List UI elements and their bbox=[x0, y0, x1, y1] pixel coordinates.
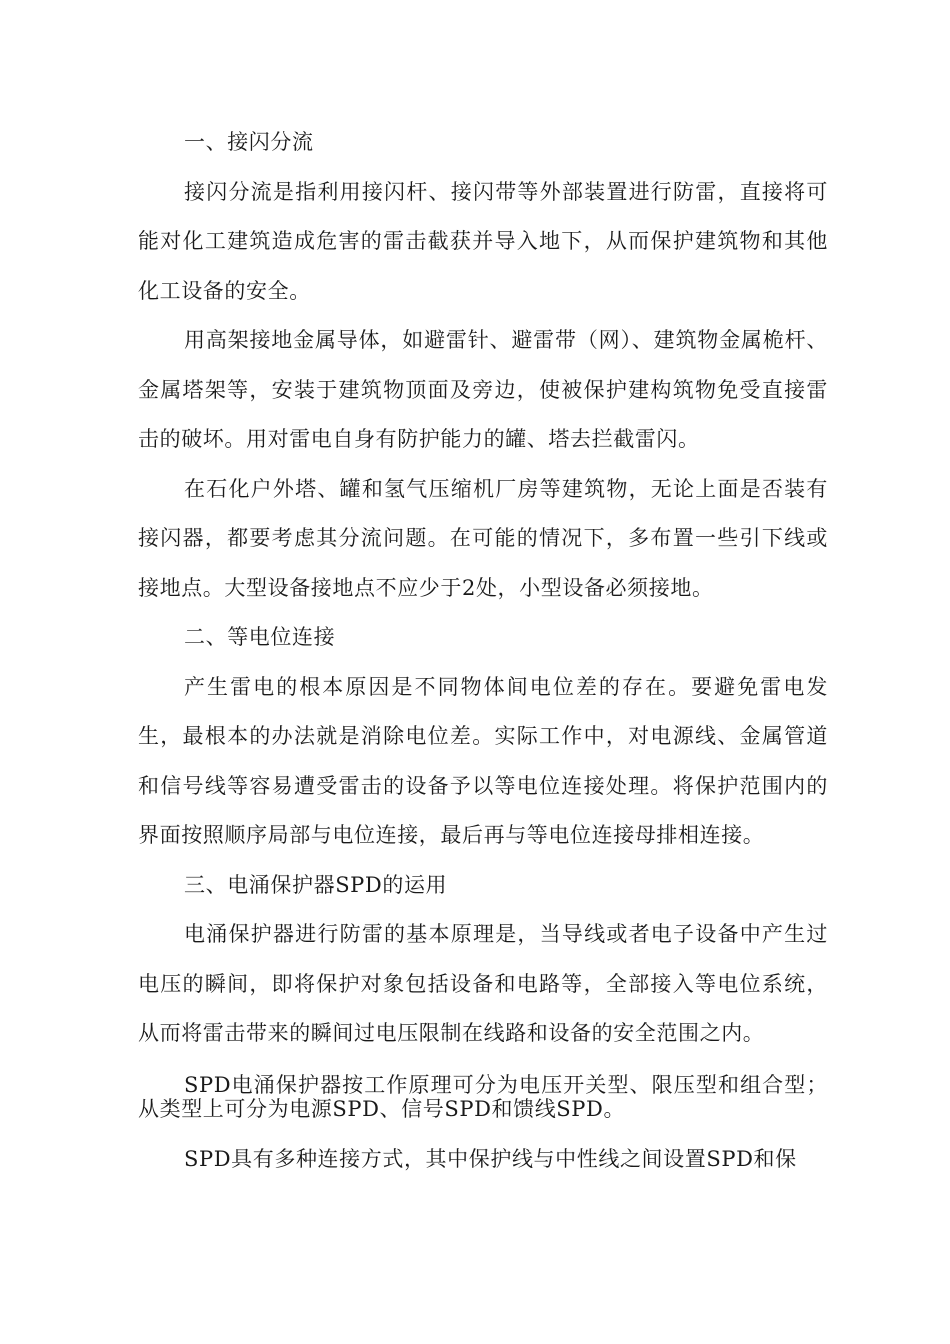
paragraph-2: 用高架接地金属导体，如避雷针、避雷带（网）、建筑物金属桅杆、金属塔架等，安装于建筑物顶面及旁边，使被保护建构筑物免受直接雷击的破坏。用对雷电自身有防护能力的罐、塔去拦截雷闪。 bbox=[138, 328, 828, 451]
paragraph-1: 接闪分流是指利用接闪杆、接闪带等外部装置进行防雷，直接将可能对化工建筑造成危害的雷击截获并导入地下，从而保护建筑物和其他化工设备的安全。 bbox=[138, 179, 828, 303]
document-page bbox=[138, 118, 828, 1184]
paragraph-5: 电涌保护器进行防雷的基本原理是，当导线或者电子设备中产生过电压的瞬间，即将保护对象包括设备和电路等，全部接入等电位系统，从而将雷击带来的瞬间过电压限制在线路和设备的安全范围之内。 bbox=[138, 922, 828, 1045]
paragraph-7: SPD具有多种连接方式，其中保护线与中性线之间设置SPD和保 bbox=[184, 1146, 797, 1171]
section-heading-3: 三、电涌保护器SPD的运用 bbox=[184, 872, 448, 897]
paragraph-6: SPD电涌保护器按工作原理可分为电压开关型、限压型和组合型；从类型上可分为电源SPD、信号SPD和馈线SPD。 bbox=[138, 1072, 828, 1121]
section-heading-2: 二、等电位连接 bbox=[184, 625, 336, 649]
paragraph-3: 在石化户外塔、罐和氢气压缩机厂房等建筑物，无论上面是否装有接闪器，都要考虑其分流问题。在可能的情况下，多布置一些引下线或接地点。大型设备接地点不应少于2处，小型设备必须接地。 bbox=[138, 476, 828, 600]
paragraph-4: 产生雷电的根本原因是不同物体间电位差的存在。要避免雷电发生，最根本的办法就是消除电位差。实际工作中，对电源线、金属管道和信号线等容易遭受雷击的设备予以等电位连接处理。将保护范围内的界面按照顺序局部与电位连接，最后再与等电位连接母排相连接。 bbox=[138, 674, 828, 847]
section-heading-1: 一、接闪分流 bbox=[184, 130, 314, 154]
